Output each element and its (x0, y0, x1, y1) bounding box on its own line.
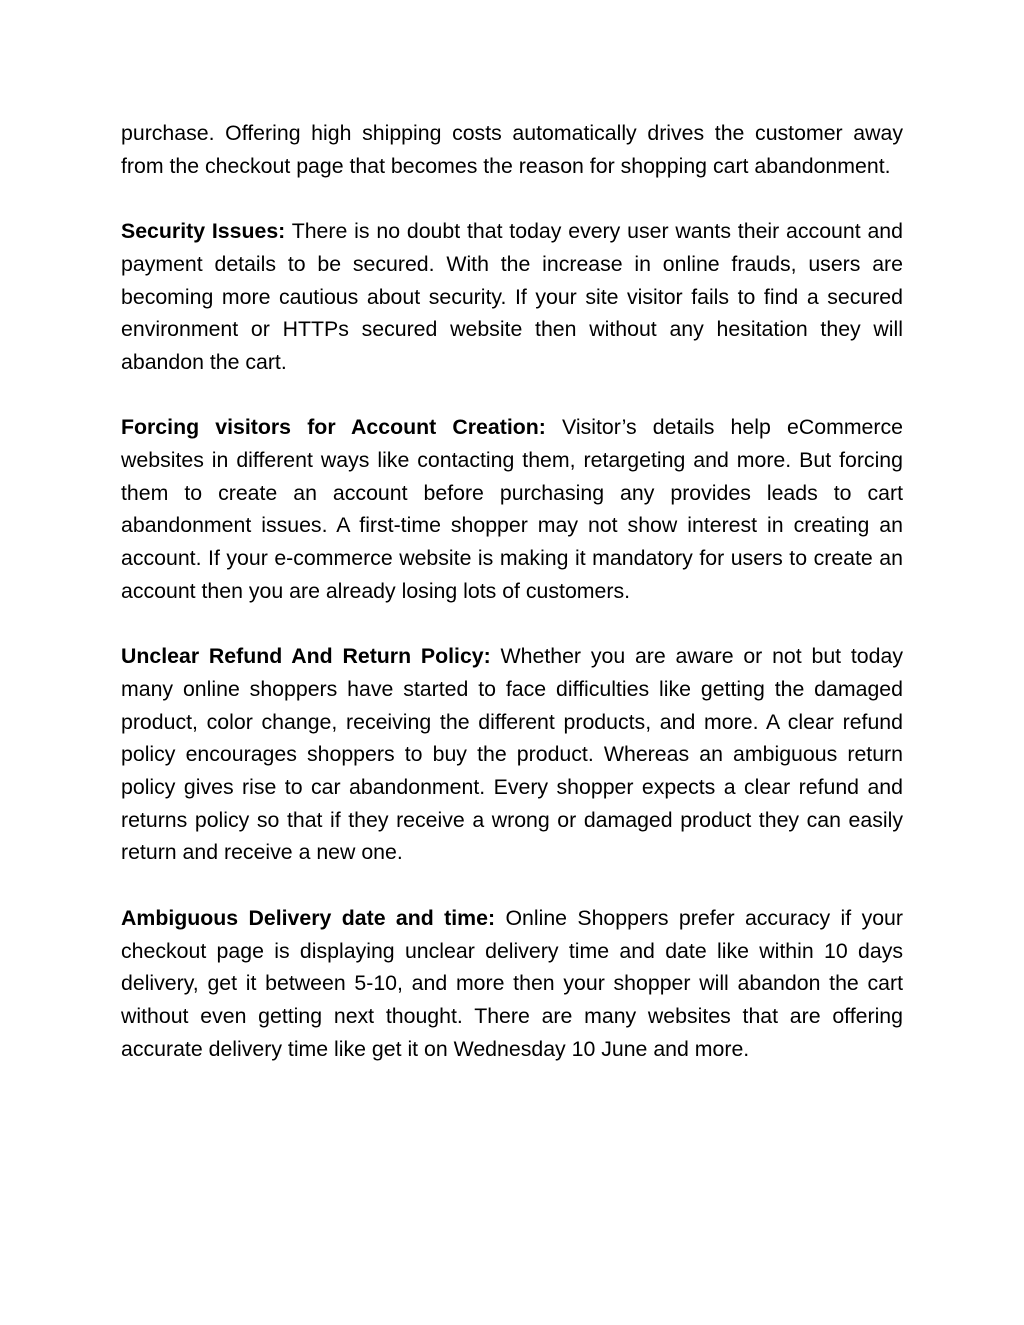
paragraph-shipping-costs (121, 117, 903, 182)
paragraph-heading: Forcing visitors for Account Creation: (121, 415, 546, 440)
paragraph-refund-policy (121, 640, 903, 869)
paragraph-text: Visitor’s details help eCommerce websites in different ways like contacting them, retargeting and more. But forcing them to create an account before purchasing any provides leads to cart abandonment issues. A first-time shopper may not show interest in creating an account. If your e-commerce website is making it mandatory for users to create an account then you are already losing lots of customers. (121, 415, 903, 603)
paragraph-heading: Unclear Refund And Return Policy: (121, 644, 491, 669)
paragraph-security-issues (121, 215, 903, 379)
paragraph-heading: Ambiguous Delivery date and time: (121, 905, 496, 930)
paragraph-account-creation (121, 411, 903, 607)
paragraph-text: purchase. Offering high shipping costs automatically drives the customer away from the checkout page that becomes the reason for shopping cart abandonment. (121, 121, 903, 178)
paragraph-text: There is no doubt that today every user wants their account and payment details to be secured. With the increase in online frauds, users are becoming more cautious about security. If your site visitor fails to find a secured environment or HTTPs secured website then without any hesitation they will abandon the cart. (121, 219, 903, 374)
paragraph-heading: Security Issues: (121, 219, 286, 244)
document-body (121, 117, 903, 1098)
paragraph-delivery-date (121, 902, 903, 1066)
paragraph-text: Online Shoppers prefer accuracy if your checkout page is displaying unclear delivery time and date like within 10 days delivery, get it between 5-10, and more then your shopper will abandon the cart without even getting next thought. There are many websites that are offering accurate delivery time like get it on Wednesday 10 June and more. (121, 905, 903, 1061)
paragraph-text: Whether you are aware or not but today many online shoppers have started to face difficulties like getting the damaged product, color change, receiving the different products, and more. A clear refund policy encourages shoppers to buy the product. Whereas an ambiguous return policy gives rise to car abandonment. Every shopper expects a clear refund and returns policy so that if they receive a wrong or damaged product they can easily return and receive a new one. (121, 644, 903, 865)
